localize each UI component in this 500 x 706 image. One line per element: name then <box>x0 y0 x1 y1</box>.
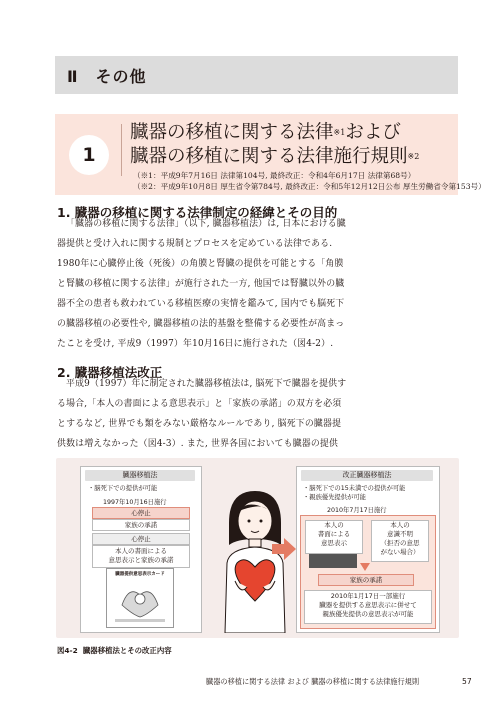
section1-line: 1980年に心臓停止後（死後）の角膜と腎臓の提供を可能とする「角膜 <box>57 259 344 269</box>
donor-card-icon <box>309 554 357 568</box>
section1-line: と腎臓の移植に関する法律」が施行された一方, 他国では腎臓以外の臓 <box>57 279 345 289</box>
section1-line: 「臓器の移植に関する法律」（以下, 臓器移植法）は, 日本における臓 <box>66 219 346 229</box>
section2-line: 平成9（1997）年に制定された臓器移植法は, 脳死下で臓器を提供す <box>66 379 347 389</box>
donor-card-illustration <box>106 568 174 628</box>
arrow-down-icon <box>360 563 370 571</box>
figure-right-box-unconscious: 本人の 意識不明 （拒否の意思 がない場合） <box>371 520 429 562</box>
chapter-title-line2: 臓器の移植に関する法律施行規則 <box>130 146 408 167</box>
page-number: 57 <box>462 677 472 686</box>
section1-line: 器提供と受け入れに関する規制とプロセスを定めている法律である. <box>57 239 333 249</box>
figure-left-brain-death: 心停止 <box>92 533 190 545</box>
figure-left-family-consent: 家族の承諾 <box>92 519 190 531</box>
figure-caption-text: 臓器移植法とその改正内容 <box>82 646 172 655</box>
section2-line: 供数は増えなかった（図4-3）. また, 世界各国においても臓器の提供 <box>57 439 339 449</box>
figure-left-header: 臓器移植法 <box>85 470 195 481</box>
figure-left-cardiac-arrest: 心停止 <box>92 507 190 519</box>
section2-heading: 2. 臓器移植法改正 <box>57 365 163 380</box>
figure-right-bullet-2: ・親族優先提供が可能 <box>303 494 366 501</box>
section1-line: の臓器移植の必要性や, 臓器移植の法的基盤を整備する必要性が高まっ <box>57 319 345 329</box>
chapter-title <box>130 121 419 169</box>
figure-right-box-written: 本人の 書面による 意思表示 <box>305 520 363 554</box>
chapter-note-1: （※1：平成9年7月16日 法律第104号, 最終改正：令和4年6月17日 法律第68号） <box>133 171 416 180</box>
section1-heading: 1. 臓器の移植に関する法律制定の経緯とその目的 <box>57 205 338 220</box>
figure-right-header: 改正臓器移植法 <box>301 470 433 481</box>
donor-card-drawing <box>107 577 173 627</box>
figure-caption <box>57 645 172 656</box>
part-title: Ⅱ その他 <box>67 67 147 86</box>
section1-line: 器不全の患者も救われている移植医療の実情を鑑みて, 国内でも脳死下 <box>57 299 345 309</box>
section2-line: る場合,「本人の書面による意思表示」と「家族の承諾」の双方を必須 <box>57 399 342 409</box>
chapter-title-sup2: ※2 <box>407 152 420 161</box>
donor-card-title: 臓器提供意思表示カード <box>115 572 165 577</box>
figure-left-date: 1997年10月16日施行 <box>103 499 167 506</box>
section2-line: とするなど, 世界でも類をみない厳格なルールであり, 脳死下の臓器提 <box>57 419 342 429</box>
chapter-title-and: および <box>345 122 401 143</box>
figure-left-written-consent: 本人の書面による 意思表示と家族の承諾 <box>92 545 190 568</box>
chapter-title-sup1: ※1 <box>333 128 346 137</box>
chapter-number: 1 <box>69 135 109 175</box>
running-title: 臓器の移植に関する法律 および 臓器の移植に関する法律施行規則 <box>206 677 420 686</box>
figure-right-family: 家族の承諾 <box>318 574 414 586</box>
figure-right-bullet-1: ・脳死下での15未満での提供が可能 <box>303 485 406 492</box>
figure-right-partial: 2010年1月17日一部施行 臓器を提供する意思表示に併せて 親族優先提供の意思表示が可能 <box>304 590 432 624</box>
chapter-note-2: （※2：平成9年10月8日 厚生省令第784号, 最終改正：令和5年12月12日公布 厚生労働省令第153号） <box>133 182 486 191</box>
section1-line: たことを受け, 平成9（1997）年10月16日に施行された（図4-2）. <box>57 339 334 349</box>
figure-caption-label: 図4-2 <box>57 646 78 655</box>
figure-left-bullet: ・脳死下での提供が可能 <box>88 485 158 492</box>
figure-right-date: 2010年7月17日施行 <box>327 507 387 514</box>
chapter-divider <box>121 124 122 176</box>
chapter-title-line1: 臓器の移植に関する法律 <box>130 122 334 143</box>
arrow-right-icon <box>272 538 296 560</box>
